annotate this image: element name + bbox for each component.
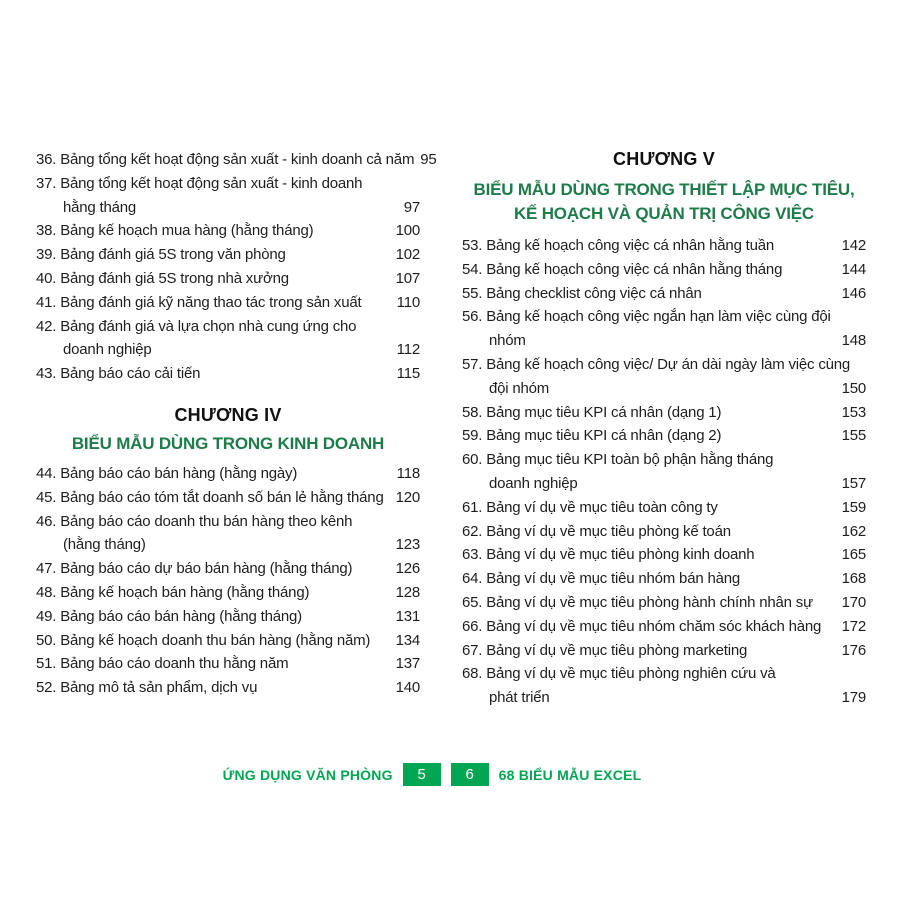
toc-entry-line [36, 267, 420, 291]
toc-entry-text: 64. Bảng ví dụ về mục tiêu nhóm bán hàng [462, 570, 741, 588]
toc-entry-text: 38. Bảng kế hoạch mua hàng (hằng tháng) [36, 222, 314, 240]
toc-entry-line [462, 282, 866, 306]
toc-page-number: 137 [395, 655, 420, 673]
footer-series-label: ỨNG DỤNG VĂN PHÒNG [222, 766, 393, 783]
toc-page-number: 134 [395, 631, 420, 649]
toc-entry-text: 44. Bảng báo cáo bán hàng (hằng ngày) [36, 464, 298, 482]
toc-entries-chapter4 [36, 462, 420, 700]
toc-page-number: 140 [395, 679, 420, 697]
toc-entry-line [36, 557, 420, 581]
toc-entries-chapter3 [36, 148, 437, 386]
toc-entry-line [36, 315, 420, 339]
toc-page-number: 146 [841, 284, 866, 302]
chapter-subtitle-line: KẾ HOẠCH VÀ QUẢN TRỊ CÔNG VIỆC [513, 204, 815, 223]
chapter-subtitle-line: BIỂU MẪU DÙNG TRONG THIẾT LẬP MỤC TIÊU, [473, 180, 855, 199]
toc-page-number: 176 [841, 641, 866, 659]
toc-column-right [462, 146, 866, 710]
toc-entry-line [36, 148, 437, 172]
toc-entry-line [462, 258, 866, 282]
toc-entry-text: 49. Bảng báo cáo bán hàng (hằng tháng) [36, 607, 302, 625]
toc-entry-line [462, 329, 866, 353]
toc-entry-line [462, 424, 866, 448]
toc-entry-line [462, 567, 866, 591]
toc-entry-line [36, 605, 420, 629]
toc-entry-text: 37. Bảng tổng kết hoạt động sản xuất - kinh doanh [36, 174, 363, 192]
toc-entry-line [36, 172, 420, 196]
toc-entry-line [462, 686, 866, 710]
toc-entry-line [462, 615, 866, 639]
toc-entry-text: 41. Bảng đánh giá kỹ năng thao tác trong sản xuất [36, 293, 362, 311]
toc-page-number: 165 [841, 546, 866, 564]
toc-entry-line [36, 462, 420, 486]
toc-page-number: 115 [396, 365, 420, 383]
toc-entry-text: 65. Bảng ví dụ về mục tiêu phòng hành chính nhân sự [462, 593, 813, 611]
toc-entry-text: 58. Bảng mục tiêu KPI cá nhân (dạng 1) [462, 403, 722, 421]
toc-page-number: 118 [396, 464, 420, 482]
toc-column-left [36, 148, 437, 700]
toc-page-number: 128 [395, 583, 420, 601]
toc-entry-text: 68. Bảng ví dụ về mục tiêu phòng nghiên cứu và [462, 665, 776, 683]
toc-entry-line [462, 496, 866, 520]
toc-entry-text: 50. Bảng kế hoạch doanh thu bán hàng (hằng năm) [36, 631, 371, 649]
toc-entry-line [462, 234, 866, 258]
toc-entry-line [462, 353, 866, 377]
toc-entry-text: 51. Bảng báo cáo doanh thu hằng năm [36, 655, 289, 673]
toc-page-number: 172 [841, 617, 866, 635]
toc-entry-text: 57. Bảng kế hoạch công việc/ Dự án dài ngày làm việc cùng [462, 355, 851, 373]
toc-page-number: 123 [395, 536, 420, 554]
toc-entry-line [36, 533, 420, 557]
toc-page-number: 150 [841, 379, 866, 397]
toc-entry-text: 42. Bảng đánh giá và lựa chọn nhà cung ứng cho [36, 317, 357, 335]
toc-entry-text: phát triển [489, 689, 550, 707]
toc-entry-text: doanh nghiệp [63, 341, 152, 359]
chapter-5-heading [462, 146, 866, 226]
toc-entry-text: 63. Bảng ví dụ về mục tiêu phòng kinh doanh [462, 546, 755, 564]
toc-entry-text: 54. Bảng kế hoạch công việc cá nhân hằng tháng [462, 260, 783, 278]
toc-entry-line [36, 362, 420, 386]
toc-entry-text: hằng tháng [63, 198, 137, 216]
toc-page-number: 159 [841, 498, 866, 516]
toc-entry-line [462, 305, 866, 329]
toc-entry-text: 36. Bảng tổng kết hoạt động sản xuất - kinh doanh cả năm [36, 151, 415, 168]
toc-entry-line [36, 196, 420, 220]
toc-entry-text: 47. Bảng báo cáo dự báo bán hàng (hằng tháng) [36, 560, 353, 578]
toc-entry-line [462, 472, 866, 496]
toc-entry-text: 55. Bảng checklist công việc cá nhân [462, 284, 702, 302]
toc-page-number: 110 [396, 293, 420, 311]
toc-entry-text: 66. Bảng ví dụ về mục tiêu nhóm chăm sóc khách hàng [462, 617, 822, 635]
toc-page-number: 179 [841, 689, 866, 707]
toc-entry-line [36, 291, 420, 315]
toc-entry-line [36, 581, 420, 605]
footer-book-title-label: 68 BIỂU MẪU EXCEL [498, 766, 642, 783]
toc-entry-text: 48. Bảng kế hoạch bán hàng (hằng tháng) [36, 583, 310, 601]
toc-page-number: 102 [395, 246, 420, 264]
toc-entry-text: 60. Bảng mục tiêu KPI toàn bộ phận hằng tháng [462, 451, 774, 469]
toc-entry-line [36, 676, 420, 700]
toc-entry-text: 56. Bảng kế hoạch công việc ngắn hạn làm việc cùng đội [462, 308, 831, 326]
toc-page-number: 168 [841, 570, 866, 588]
toc-page-number: 126 [395, 560, 420, 578]
chapter-4-subtitle [36, 432, 420, 456]
toc-page-number: 144 [841, 260, 866, 278]
toc-entry-line [462, 662, 866, 686]
toc-entry-line [36, 338, 420, 362]
toc-entry-text: đội nhóm [489, 379, 550, 397]
chapter-5-subtitle [462, 178, 866, 226]
toc-page-number: 157 [841, 474, 866, 492]
toc-page-number: 162 [841, 522, 866, 540]
toc-entries-chapter5 [462, 234, 866, 710]
toc-entry-text: 39. Bảng đánh giá 5S trong văn phòng [36, 246, 286, 264]
toc-entry-line [36, 652, 420, 676]
toc-page-number: 95 [420, 151, 437, 168]
toc-page-number: 170 [841, 593, 866, 611]
toc-page-number: 155 [841, 427, 866, 445]
page-number-badge-right: 6 [451, 763, 489, 786]
toc-page-number: 112 [396, 341, 420, 359]
toc-entry-line [462, 448, 866, 472]
toc-page-number: 153 [841, 403, 866, 421]
toc-entry-line [462, 401, 866, 425]
page-number-badge-left: 5 [403, 763, 441, 786]
toc-entry-line [36, 629, 420, 653]
toc-entry-line [462, 639, 866, 663]
toc-entry-text: 59. Bảng mục tiêu KPI cá nhân (dạng 2) [462, 427, 722, 445]
toc-entry-line [36, 510, 420, 534]
chapter-4-heading [36, 402, 420, 456]
toc-page-number: 120 [395, 488, 420, 506]
toc-entry-text: (hằng tháng) [63, 536, 146, 554]
chapter-5-title: CHƯƠNG V [613, 149, 715, 169]
toc-entry-line [462, 543, 866, 567]
toc-entry-text: 40. Bảng đánh giá 5S trong nhà xưởng [36, 269, 289, 287]
chapter-4-title: CHƯƠNG IV [174, 404, 282, 425]
toc-entry-line [36, 486, 420, 510]
toc-page-number: 142 [841, 237, 866, 254]
toc-entry-text: doanh nghiệp [489, 474, 578, 492]
chapter-subtitle-line: BIỂU MẪU DÙNG TRONG KINH DOANH [71, 433, 385, 453]
toc-entry-text: nhóm [489, 332, 526, 350]
toc-page-number: 148 [841, 332, 866, 350]
toc-entry-text: 61. Bảng ví dụ về mục tiêu toàn công ty [462, 498, 718, 516]
page-footer [0, 763, 882, 786]
toc-entry-text: 46. Bảng báo cáo doanh thu bán hàng theo kênh [36, 512, 353, 530]
toc-page-number: 107 [395, 269, 420, 287]
toc-entry-text: 67. Bảng ví dụ về mục tiêu phòng marketing [462, 641, 748, 659]
toc-page-number: 97 [403, 198, 420, 216]
toc-entry-text: 62. Bảng ví dụ về mục tiêu phòng kế toán [462, 522, 731, 540]
toc-entry-text: 45. Bảng báo cáo tóm tắt doanh số bán lẻ hằng tháng [36, 488, 384, 506]
toc-entry-text: 52. Bảng mô tả sản phẩm, dịch vụ [36, 679, 258, 697]
toc-entry-text: 43. Bảng báo cáo cải tiến [36, 365, 201, 383]
toc-entry-line [462, 591, 866, 615]
toc-page-number: 100 [395, 222, 420, 240]
toc-entry-line [462, 377, 866, 401]
toc-entry-line [36, 243, 420, 267]
toc-page-number: 131 [395, 607, 420, 625]
toc-entry-text: 53. Bảng kế hoạch công việc cá nhân hằng tuần [462, 237, 775, 254]
toc-entry-line [36, 219, 420, 243]
toc-entry-line [462, 520, 866, 544]
